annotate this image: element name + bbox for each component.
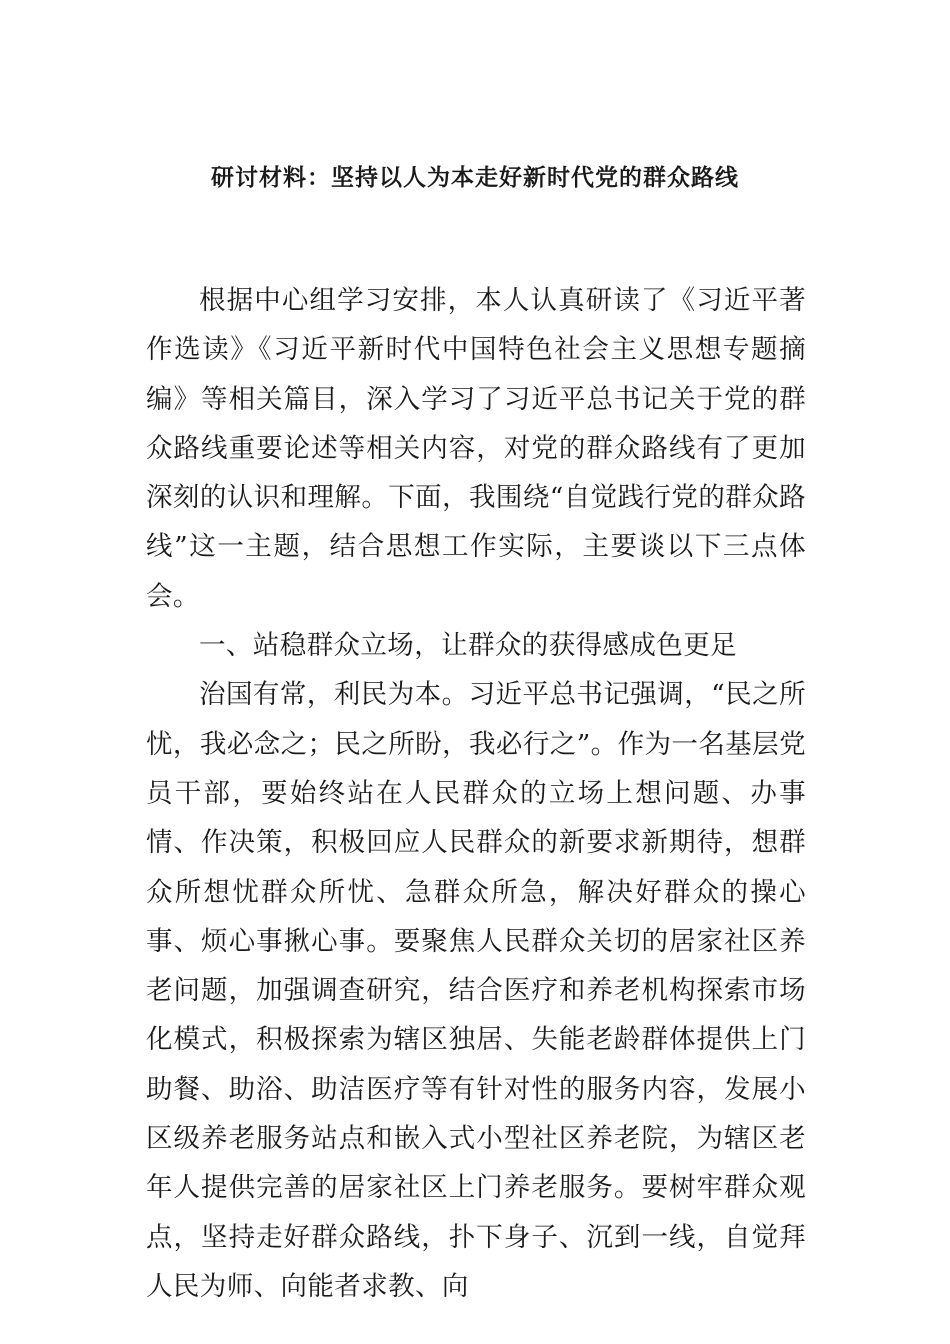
intro-paragraph: 根据中心组学习安排，本人认真研读了《习近平著作选读》《习近平新时代中国特色社会主义思想专题摘编》等相关篇目，深入学习了习近平总书记关于党的群众路线重要论述等相关内容，对党的群众路线有了更加深刻的认识和理解。下面，我围绕“自觉践行党的群众路线”这一主题，结合思想工作实际，主要谈以下三点体会。 (146, 285, 806, 612)
document-title: 研讨材料：坚持以人为本走好新时代党的群众路线 (211, 165, 739, 191)
section-heading: 一、站稳群众立场，让群众的获得感成色更足 (199, 630, 737, 662)
document-body (146, 276, 806, 1311)
section-paragraph: 治国有常，利民为本。习近平总书记强调，“民之所忧，我必念之；民之所盼，我必行之”。作为一名基层党员干部，要始终站在人民群众的立场上想问题、办事情、作决策，积极回应人民群众的新要求新期待，想群众所想忧群众所忧、急群众所急，解决好群众的操心事、烦心事揪心事。要聚焦人民群众关切的居家社区养老问题，加强调查研究，结合医疗和养老机构探索市场化模式，积极探索为辖区独居、失能老龄群体提供上门助餐、助浴、助洁医疗等有针对性的服务内容，发展小区级养老服务站点和嵌入式小型社区养老院，为辖区老年人提供完善的居家社区上门养老服务。要树牢群众观点，坚持走好群众路线，扑下身子、沉到一线，自觉拜人民为师、向能者求教、向 (146, 679, 806, 1302)
